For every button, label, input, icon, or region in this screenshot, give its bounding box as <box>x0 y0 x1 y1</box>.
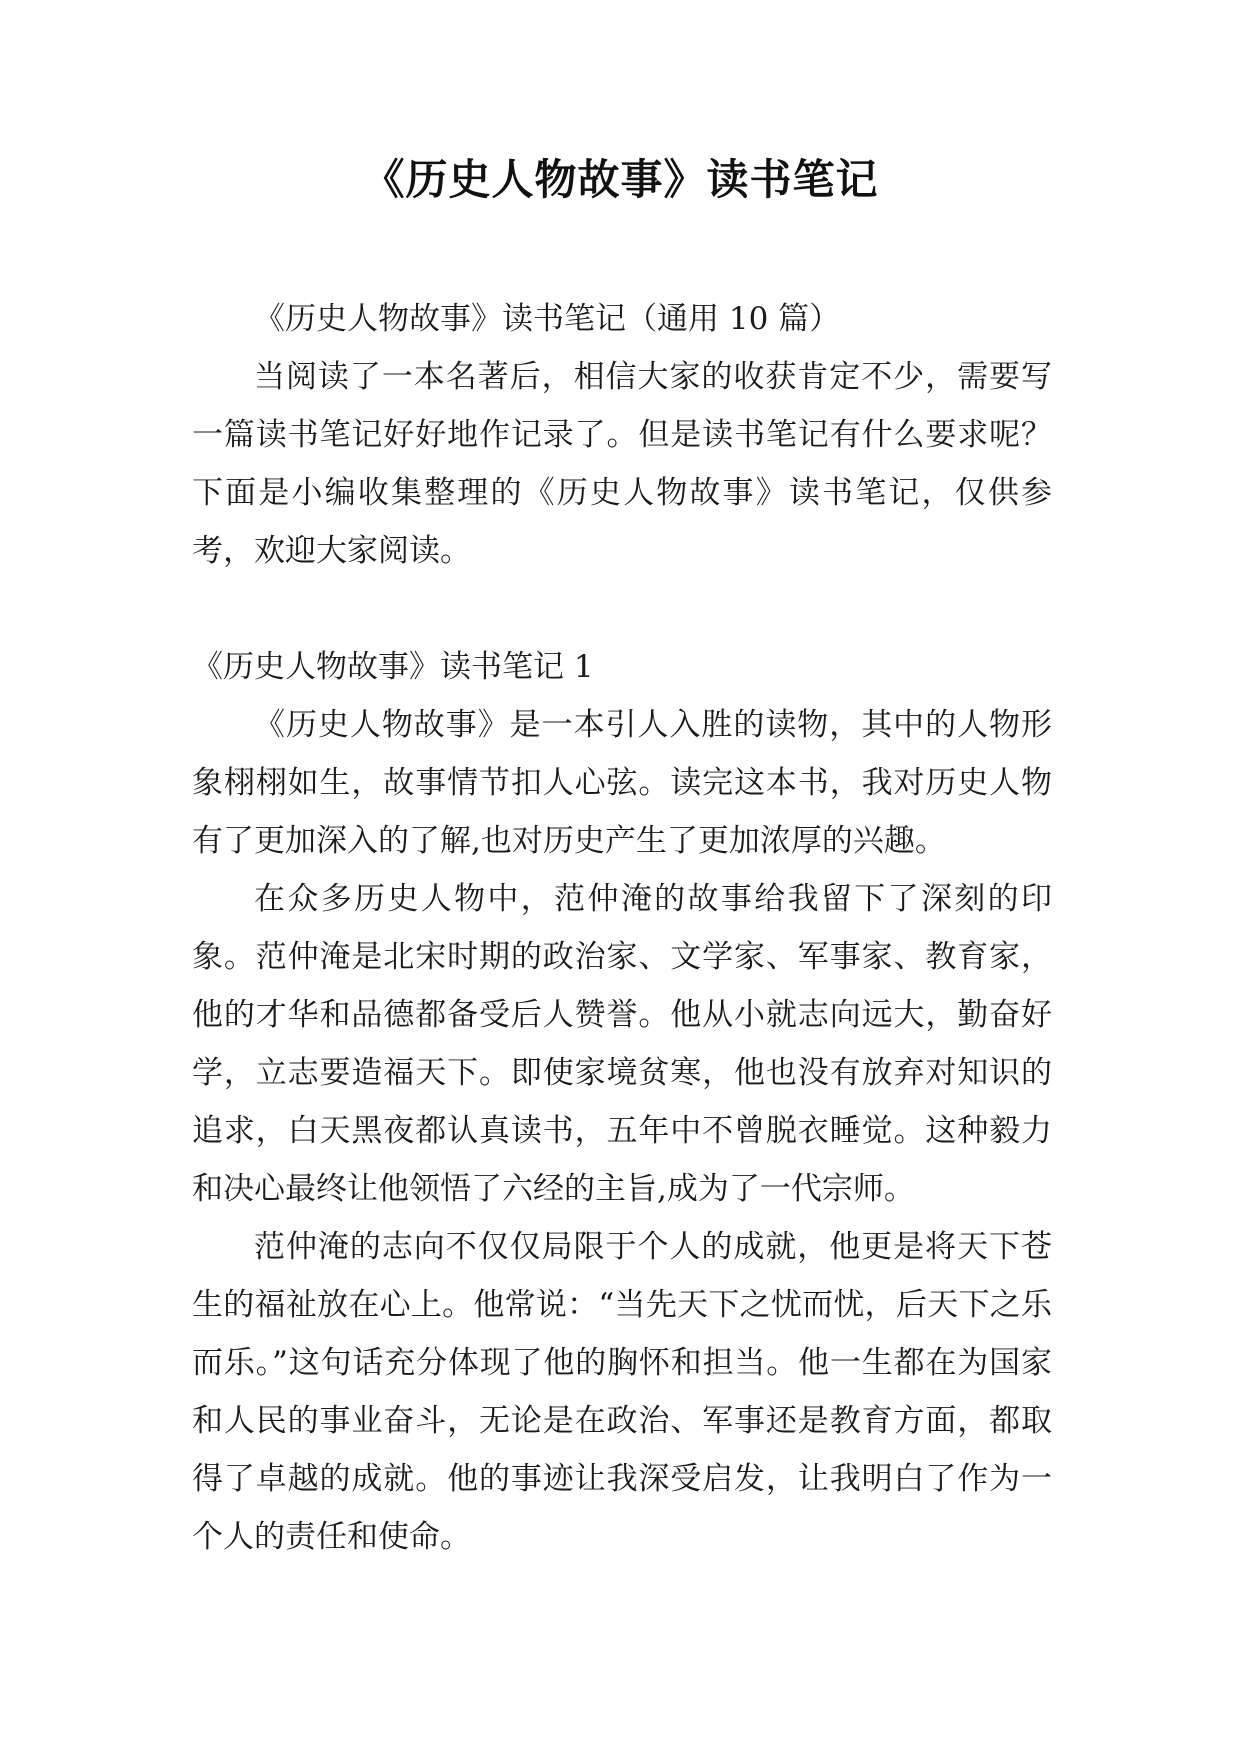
document-title: 《历史人物故事》读书笔记 <box>362 155 879 204</box>
subtitle-line: 《历史人物故事》读书笔记（通用 10 篇） <box>254 301 841 337</box>
body-paragraph-1: 《历史人物故事》是一本引人入胜的读物，其中的人物形象栩栩如生，故事情节扣人心弦。读完这本书，我对历史人物有了更加深入的了解,也对历史产生了更加浓厚的兴趣。 <box>192 707 1052 859</box>
document-body <box>192 290 1052 1566</box>
section-heading: 《历史人物故事》读书笔记 1 <box>192 649 594 685</box>
body-paragraph-2: 在众多历史人物中，范仲淹的故事给我留下了深刻的印象。范仲淹是北宋时期的政治家、文学家、军事家、教育家，他的才华和品德都备受后人赞誉。他从小就志向远大，勤奋好学，立志要造福天下。即使家境贫寒，他也没有放弃对知识的追求，白天黑夜都认真读书，五年中不曾脱衣睡觉。这种毅力和决心最终让他领悟了六经的主旨,成为了一代宗师。 <box>192 881 1052 1207</box>
body-paragraph-3: 范仲淹的志向不仅仅局限于个人的成就，他更是将天下苍生的福祉放在心上。他常说：“当先天下之忧而忧，后天下之乐而乐。”这句话充分体现了他的胸怀和担当。他一生都在为国家和人民的事业奋斗，无论是在政治、军事还是教育方面，都取得了卓越的成就。他的事迹让我深受启发，让我明白了作为一个人的责任和使命。 <box>192 1229 1052 1555</box>
section-spacer <box>192 580 1052 638</box>
intro-paragraph: 当阅读了一本名著后，相信大家的收获肯定不少，需要写一篇读书笔记好好地作记录了。但是读书笔记有什么要求呢？下面是小编收集整理的《历史人物故事》读书笔记，仅供参考，欢迎大家阅读。 <box>192 359 1052 569</box>
